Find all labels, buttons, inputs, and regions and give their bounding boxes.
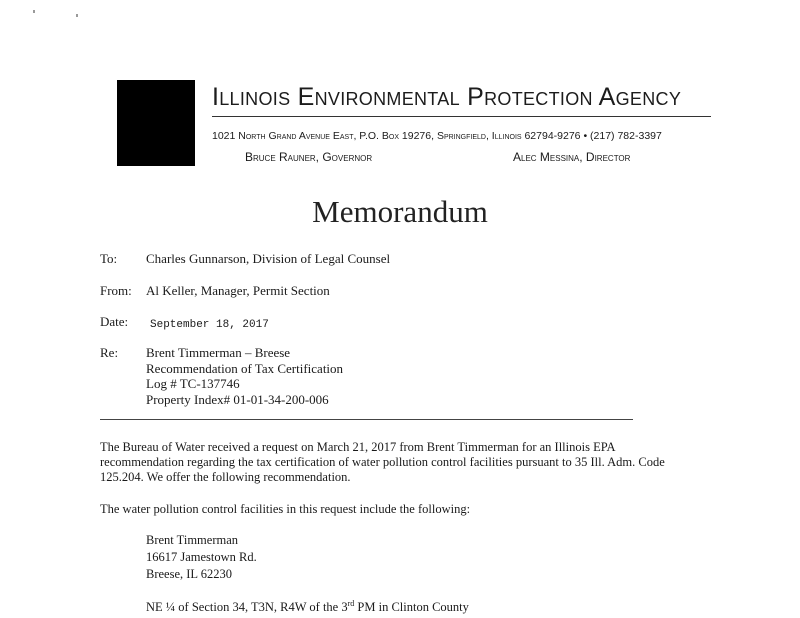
agency-name: Illinois Environmental Protection Agency xyxy=(212,83,682,111)
from-value: Al Keller, Manager, Permit Section xyxy=(146,283,330,298)
address-line: Breese, IL 62230 xyxy=(146,567,232,581)
re-line: Recommendation of Tax Certification xyxy=(146,360,344,376)
date-value: September 18, 2017 xyxy=(150,319,269,331)
scan-speck xyxy=(76,14,78,17)
body-paragraph: The Bureau of Water received a request on March 21, 2017 from Brent Timmerman for an Illinois EPA recommendation regarding the tax certification of water pollution control facilities pursuant to 35 Ill. Adm. Code 125.204. We offer the following recommendation. xyxy=(100,440,665,484)
to-label: To: xyxy=(100,251,118,266)
property-location xyxy=(146,595,469,616)
agency-logo xyxy=(117,80,195,166)
from-label: From: xyxy=(100,283,132,298)
re-label: Re: xyxy=(100,345,119,360)
governor-name: Bruce Rauner, Governor xyxy=(245,150,373,164)
letterhead-rule xyxy=(212,116,711,117)
to-value: Charles Gunnarson, Division of Legal Counsel xyxy=(146,251,391,266)
director-name: Alec Messina, Director xyxy=(513,150,631,164)
scan-speck xyxy=(33,10,35,13)
location-superscript: rd xyxy=(347,599,355,608)
address-line: Brent Timmerman xyxy=(146,533,239,547)
agency-address: 1021 North Grand Avenue East, P.O. Box 19276, Springfield, Illinois 62794-9276 • (217) 782-3397 xyxy=(212,130,662,142)
address-line: 16617 Jamestown Rd. xyxy=(146,550,257,564)
memo-title: Memorandum xyxy=(312,194,488,229)
body-paragraph: The water pollution control facilities in this request include the following: xyxy=(100,502,471,516)
re-block xyxy=(146,345,343,407)
divider xyxy=(100,419,633,420)
applicant-address xyxy=(146,532,257,583)
date-label: Date: xyxy=(100,314,129,329)
re-line: Brent Timmerman – Breese xyxy=(146,345,291,360)
re-line: Property Index# 01-01-34-200-006 xyxy=(146,391,329,407)
location-text: NE ¼ of Section 34, T3N, R4W of the 3 xyxy=(146,600,348,615)
re-line: Log # TC-137746 xyxy=(146,376,240,391)
location-text: PM in Clinton County xyxy=(354,600,469,615)
